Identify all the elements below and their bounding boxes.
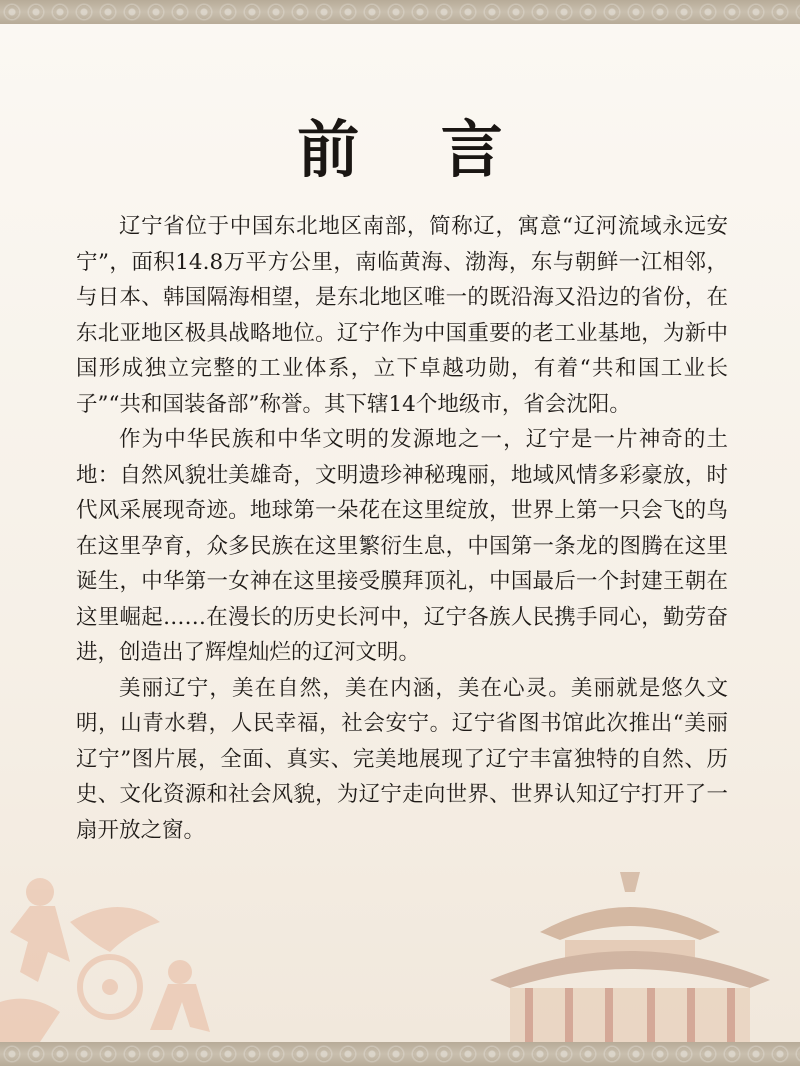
- top-border: [0, 0, 800, 24]
- paragraph-1: 辽宁省位于中国东北地区南部，简称辽，寓意“辽河流域永远安宁”，面积14.8万平方公里，南临黄海、渤海，东与朝鲜一江相邻，与日本、韩国隔海相望，是东北地区唯一的既沿海又沿边的省份，在东北亚地区极具战略地位。辽宁作为中国重要的老工业基地，为新中国形成独立完整的工业体系，立下卓越功勋，有着“共和国工业长子”“共和国装备部”称誉。其下辖14个地级市，省会沈阳。: [76, 214, 728, 417]
- paragraph-3: 美丽辽宁，美在自然，美在内涵，美在心灵。美丽就是悠久文明，山青水碧，人民幸福，社会安宁。辽宁省图书馆此次推出“美丽辽宁”图片展，全面、真实、完美地展现了辽宁丰富独特的自然、历史、文化资源和社会风貌，为辽宁走向世界、世界认知辽宁打开了一扇开放之窗。: [76, 675, 728, 843]
- bottom-border: [0, 1042, 800, 1066]
- paragraph-2: 作为中华民族和中华文明的发源地之一，辽宁是一片神奇的土地：自然风貌壮美雄奇，文明遗珍神秘瑰丽，地域风情多彩豪放，时代风采展现奇迹。地球第一朵花在这里绽放，世界上第一只会飞的鸟在这里孕育，众多民族在这里繁衍生息，中国第一条龙的图腾在这里诞生，中华第一女神在这里接受膜拜顶礼，中国最后一个封建王朝在这里崛起……在漫长的历史长河中，辽宁各族人民携手同心，勤劳奋进，创造出了辉煌灿烂的辽河文明。: [76, 427, 728, 665]
- palace-pavilion-decoration: [470, 862, 790, 1042]
- page-title: 前 言: [297, 113, 533, 186]
- body-text: [76, 209, 728, 848]
- paper-cut-figures-decoration: [0, 852, 240, 1042]
